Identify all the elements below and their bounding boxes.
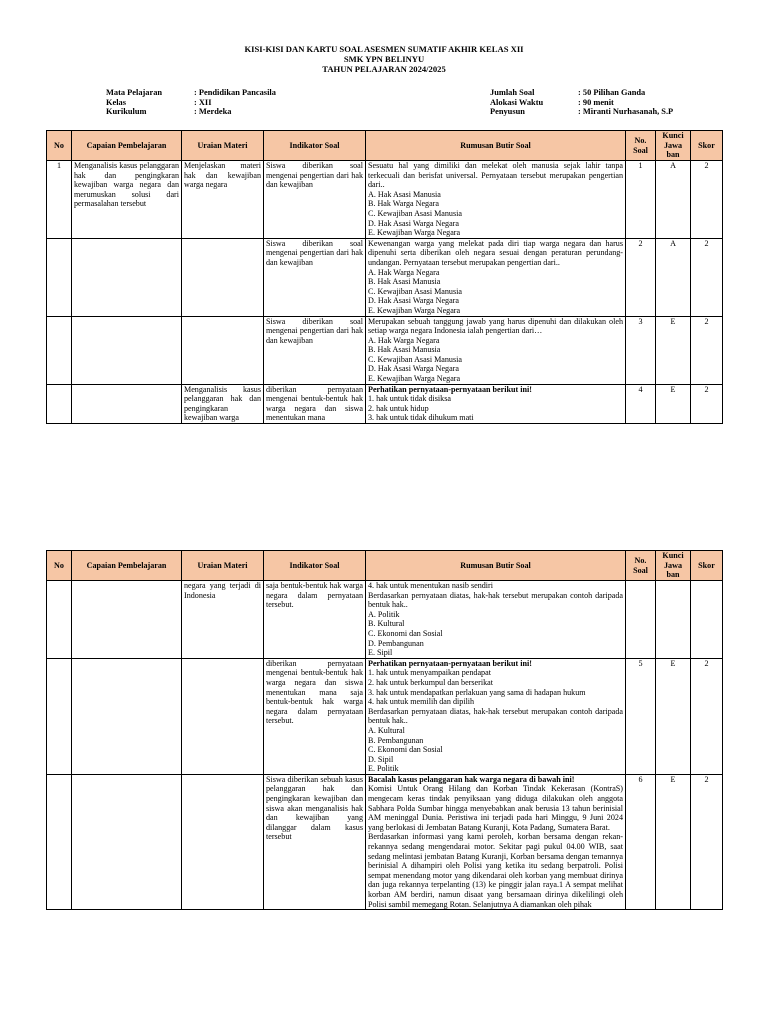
- row-no: [47, 316, 72, 384]
- table-row: [47, 316, 723, 384]
- row-uraian: [182, 238, 264, 316]
- row-skor: [691, 581, 723, 659]
- meta-value: : 50 Pilihan Ganda: [578, 88, 646, 97]
- meta-label: Penyusun: [490, 107, 525, 117]
- meta-value: : Miranti Nurhasanah, S.P: [578, 107, 674, 117]
- row-skor: 2: [691, 384, 723, 423]
- meta-value: : 90 menit: [578, 97, 614, 107]
- question-stem: Merupakan sebuah tanggung jawab yang harus dipenuhi dan dilakukan oleh setiap warga negara Indonesia ialah pengertian dari…: [368, 316, 623, 336]
- answer-option: E. Politik: [368, 764, 399, 774]
- statement-item: 2. hak untuk berkumpul dan berserikat: [368, 677, 493, 687]
- table-row: [47, 581, 723, 659]
- statement-item: 4. hak untuk memilih dan dipilih: [368, 697, 475, 707]
- grid-table-page-1: [46, 130, 723, 424]
- answer-option: C. Kewajiban Asasi Manusia: [368, 208, 462, 218]
- row-capaian: [72, 238, 182, 316]
- row-capaian: [72, 384, 182, 423]
- answer-option: B. Hak Asasi Manusia: [368, 345, 441, 355]
- col-kunci-header: Kunci Jawa ban: [656, 131, 691, 161]
- question-stem: Kewenangan warga yang melekat pada diri tiap warga negara dan harus dipenuhi serta diberikan oleh negara sesuai dengan peraturan perundang-undangan. Pernyataan tersebut merupakan pengertian dari..: [368, 238, 623, 267]
- answer-option: A. Politik: [368, 609, 400, 619]
- row-no-soal: 3: [626, 316, 656, 384]
- col-no-header: No: [47, 551, 72, 581]
- table-row: [47, 161, 723, 239]
- row-indikator: Siswa diberikan sebuah kasus pelanggaran hak dan pengingkaran kewajiban dan siswa akan menganalisis hak dan kewajiban yang dilanggar dalam kasus tersebut: [264, 774, 366, 909]
- answer-option: B. Hak Warga Negara: [368, 199, 439, 209]
- row-uraian: [182, 774, 264, 909]
- col-skor-header: Skor: [691, 551, 723, 581]
- row-skor: 2: [691, 658, 723, 774]
- answer-option: C. Kewajiban Asasi Manusia: [368, 286, 462, 296]
- answer-option: C. Ekonomi dan Sosial: [368, 628, 443, 638]
- col-no-soal-header: No. Soal: [626, 131, 656, 161]
- row-rumusan: [366, 316, 626, 384]
- row-indikator: Siswa diberikan soal mengenai pengertian dari hak dan kewajiban: [264, 238, 366, 316]
- row-no-soal: 6: [626, 774, 656, 909]
- row-skor: 2: [691, 774, 723, 909]
- meta-value: : Merdeka: [194, 107, 232, 117]
- row-rumusan: [366, 774, 626, 909]
- col-indikator-header: Indikator Soal: [264, 131, 366, 161]
- row-uraian: Menjelaskan materi hak dan kewajiban warga negara: [182, 161, 264, 239]
- col-uraian-header: Uraian Materi: [182, 131, 264, 161]
- statement-item: 3. hak untuk tidak dihukum mati: [368, 413, 474, 423]
- answer-option: A. Kultural: [368, 725, 405, 735]
- col-skor-header: Skor: [691, 131, 723, 161]
- document-title: KISI-KISI DAN KARTU SOAL ASESMEN SUMATIF AKHIR KELAS XII: [244, 44, 524, 54]
- answer-option: E. Kewajiban Warga Negara: [368, 374, 461, 384]
- row-capaian: [72, 658, 182, 774]
- row-rumusan: [366, 581, 626, 659]
- row-kunci: A: [656, 161, 691, 239]
- row-kunci: E: [656, 658, 691, 774]
- case-paragraph: Berdasarkan informasi yang kami peroleh, korban bersama dengan rekan-rekannya sedang mengendarai motor. Sekitar pagi pukul 04.00 WIB, saat sedang melintasi jembatan Batang Kuranji, Korban bersama dengan temannya berinisial A dihampiri oleh Polisi yang ketika itu sedang berpatroli. Polisi sempat menendang motor yang dikendarai oleh korban yang membuat dirinya dan juga rekannya terpelanting (13) ke pinggir jalan raya.1 A sempat melihat korban AM berdiri, namun disaat yang bersamaan dirinya dikelilingi oleh Polisi sambil memegang Rotan. Selanjutnya A diamankan oleh pihak: [368, 832, 623, 909]
- answer-option: E. Kewajiban Warga Negara: [368, 305, 461, 315]
- row-no: [47, 774, 72, 909]
- answer-option: B. Hak Asasi Manusia: [368, 277, 441, 287]
- answer-option: B. Pembangunan: [368, 735, 424, 745]
- answer-option: A. Hak Asasi Manusia: [368, 189, 441, 199]
- table-row: [47, 238, 723, 316]
- row-uraian: Menganalisis kasus pelanggaran hak dan pengingkaran kewajiban warga: [182, 384, 264, 423]
- row-capaian: [72, 581, 182, 659]
- row-rumusan: [366, 161, 626, 239]
- table-row: [47, 384, 723, 423]
- table-header-row: [47, 131, 723, 161]
- answer-option: B. Kultural: [368, 619, 405, 629]
- row-no: [47, 238, 72, 316]
- row-kunci: [656, 581, 691, 659]
- question-stem: Berdasarkan pernyataan diatas, hak-hak tersebut merupakan contoh daripada bentuk hak..: [368, 590, 623, 610]
- row-kunci: E: [656, 774, 691, 909]
- row-kunci: E: [656, 384, 691, 423]
- question-lead: Perhatikan pernyataan-pernyataan berikut ini!: [368, 658, 532, 668]
- row-skor: 2: [691, 238, 723, 316]
- meta-value: : XII: [194, 97, 212, 107]
- meta-label: Kelas: [106, 97, 127, 107]
- answer-option: D. Sipil: [368, 754, 394, 764]
- row-no: [47, 384, 72, 423]
- row-no: [47, 581, 72, 659]
- answer-option: E. Sipil: [368, 648, 393, 658]
- meta-label: Kurikulum: [106, 107, 147, 117]
- answer-option: D. Hak Asasi Warga Negara: [368, 296, 459, 306]
- table-row: [47, 658, 723, 774]
- statement-item: 4. hak untuk menentukan nasib sendiri: [368, 581, 493, 590]
- answer-option: D. Hak Asasi Warga Negara: [368, 364, 459, 374]
- school-name: SMK YPN BELINYU: [343, 54, 425, 64]
- statement-item: 1. hak untuk menyampaikan pendapat: [368, 668, 491, 678]
- answer-option: A. Hak Warga Negara: [368, 267, 440, 277]
- meta-right: [490, 88, 673, 117]
- table-header-row: [47, 551, 723, 581]
- row-capaian: [72, 774, 182, 909]
- row-indikator: diberikan pernyataan mengenai bentuk-bentuk hak warga negara dan siswa menentukan mana: [264, 384, 366, 423]
- col-indikator-header: Indikator Soal: [264, 551, 366, 581]
- row-rumusan: [366, 658, 626, 774]
- answer-option: C. Ekonomi dan Sosial: [368, 745, 443, 755]
- col-no-header: No: [47, 131, 72, 161]
- row-capaian: [72, 316, 182, 384]
- col-no-soal-header: No. Soal: [626, 551, 656, 581]
- question-lead: Bacalah kasus pelanggaran hak warga negara di bawah ini!: [368, 774, 575, 784]
- statement-item: 3. hak untuk mendapatkan perlakuan yang sama di hadapan hukum: [368, 687, 586, 697]
- statement-item: 2. hak untuk hidup: [368, 403, 429, 413]
- row-rumusan: [366, 384, 626, 423]
- col-capaian-header: Capaian Pembelajaran: [72, 551, 182, 581]
- row-kunci: A: [656, 238, 691, 316]
- row-no-soal: [626, 581, 656, 659]
- row-capaian: Menganalisis kasus pelanggaran hak dan pengingkaran kewajiban warga negara dan merumuskan solusi dari permasalahan tersebut: [72, 161, 182, 239]
- row-indikator: saja bentuk-bentuk hak warga negara dalam pernyataan tersebut.: [264, 581, 366, 659]
- answer-option: E. Kewajiban Warga Negara: [368, 228, 461, 238]
- row-uraian: [182, 658, 264, 774]
- meta-label: Jumlah Soal: [490, 88, 535, 97]
- row-indikator: Siswa diberikan soal mengenai pengertian dari hak dan kewajiban: [264, 316, 366, 384]
- meta-left: [106, 88, 276, 117]
- answer-option: D. Pembangunan: [368, 638, 424, 648]
- row-no: 1: [47, 161, 72, 239]
- row-indikator: Siswa diberikan soal mengenai pengertian dari hak dan kewajiban: [264, 161, 366, 239]
- row-no-soal: 5: [626, 658, 656, 774]
- meta-label: Alokasi Waktu: [490, 97, 544, 107]
- col-rumusan-header: Rumusan Butir Soal: [366, 131, 626, 161]
- row-skor: 2: [691, 161, 723, 239]
- row-indikator: diberikan pernyataan mengenai bentuk-bentuk hak warga negara dan siswa menentukan mana saja bentuk-bentuk hak warga negara dalam pernyataan tersebut.: [264, 658, 366, 774]
- row-uraian: negara yang terjadi di Indonesia: [182, 581, 264, 659]
- row-no-soal: 2: [626, 238, 656, 316]
- row-no: [47, 658, 72, 774]
- row-uraian: [182, 316, 264, 384]
- grid-table-page-2: [46, 550, 723, 910]
- col-capaian-header: Capaian Pembelajaran: [72, 131, 182, 161]
- row-no-soal: 1: [626, 161, 656, 239]
- answer-option: D. Hak Asasi Warga Negara: [368, 218, 459, 228]
- table-row: [47, 774, 723, 909]
- meta-label: Mata Pelajaran: [106, 88, 163, 97]
- row-skor: 2: [691, 316, 723, 384]
- row-rumusan: [366, 238, 626, 316]
- answer-option: A. Hak Warga Negara: [368, 335, 440, 345]
- col-rumusan-header: Rumusan Butir Soal: [366, 551, 626, 581]
- question-stem: Sesuatu hal yang dimiliki dan melekat oleh manusia sejak lahir tanpa terkecuali dan berisfat universal. Pernyataan tersebut merupakan pengertian dari..: [368, 161, 623, 190]
- col-uraian-header: Uraian Materi: [182, 551, 264, 581]
- academic-year: TAHUN PELAJARAN 2024/2025: [322, 64, 446, 74]
- col-kunci-header: Kunci Jawa ban: [656, 551, 691, 581]
- meta-value: : Pendidikan Pancasila: [194, 88, 276, 97]
- statement-item: 1. hak untuk tidak disiksa: [368, 394, 451, 404]
- answer-option: C. Kewajiban Asasi Manusia: [368, 354, 462, 364]
- row-no-soal: 4: [626, 384, 656, 423]
- row-kunci: E: [656, 316, 691, 384]
- question-stem: Berdasarkan pernyataan diatas, hak-hak tersebut merupakan contoh daripada bentuk hak..: [368, 706, 623, 726]
- case-paragraph: Komisi Untuk Orang Hilang dan Korban Tindak Kekerasan (KontraS) mengecam keras tindak penyiksaan yang diduga dilakukan oleh anggota Sabhara Polda Sumbar hingga menyebabkan anak berusia 13 tahun berinisial AM meninggal Dunia. Peristiwa ini terjadi pada hari Minggu, 9 Juni 2024 yang berlokasi di Jembatan Batang Kuranji, Kota Padang, Sumatera Barat.: [368, 784, 623, 832]
- question-lead: Perhatikan pernyataan-pernyataan berikut ini!: [368, 384, 532, 394]
